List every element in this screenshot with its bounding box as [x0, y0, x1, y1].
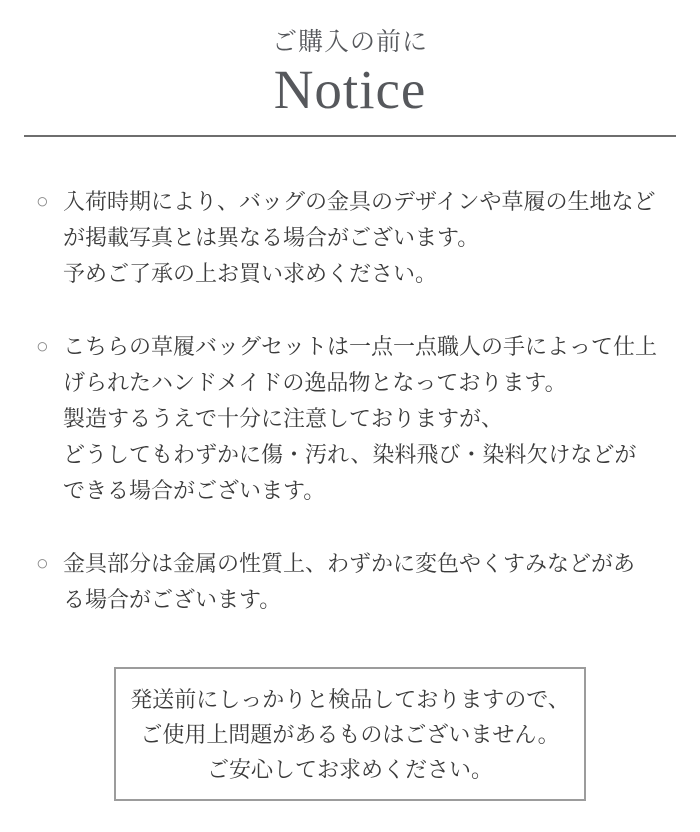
- circle-bullet-icon: ○: [36, 190, 49, 213]
- notice-line: る場合がございます。: [63, 587, 282, 612]
- notice-text: [63, 329, 676, 509]
- notice-item-handmade: [36, 329, 676, 509]
- notice-line: 入荷時期により、バッグの金具のデザインや草履の生地など: [63, 189, 656, 214]
- header-subtitle: ご購入の前に: [271, 29, 428, 56]
- notice-text: [63, 546, 676, 618]
- notice-item-stock-variation: [36, 184, 676, 292]
- page-title: Notice: [273, 59, 427, 120]
- notice-line: 製造するうえで十分に注意しておりますが、: [63, 406, 504, 431]
- circle-bullet-icon: ○: [36, 552, 49, 575]
- assurance-line: 発送前にしっかりと検品しておりますので、: [130, 687, 570, 712]
- notice-list: [0, 137, 700, 618]
- notice-item-metal-parts: [36, 546, 676, 618]
- notice-line: 予めご了承の上お買い求めください。: [63, 261, 438, 286]
- notice-line: 金具部分は金属の性質上、わずかに変色やくすみなどがあ: [63, 551, 636, 576]
- notice-line: こちらの草履バッグセットは一点一点職人の手によって仕上: [63, 334, 658, 359]
- notice-line: げられたハンドメイドの逸品物となっております。: [63, 370, 567, 395]
- assurance-line: ご安心してお求めください。: [206, 757, 493, 782]
- circle-bullet-icon: ○: [36, 335, 49, 358]
- page-header: [0, 0, 700, 120]
- assurance-line: ご使用上問題があるものはございません。: [140, 722, 560, 747]
- assurance-box: [114, 667, 586, 801]
- notice-line: どうしてもわずかに傷・汚れ、染料飛び・染料欠けなどが: [63, 442, 637, 467]
- notice-text: [63, 184, 676, 292]
- notice-line: できる場合がございます。: [63, 478, 326, 503]
- notice-line: が掲載写真とは異なる場合がございます。: [63, 225, 480, 250]
